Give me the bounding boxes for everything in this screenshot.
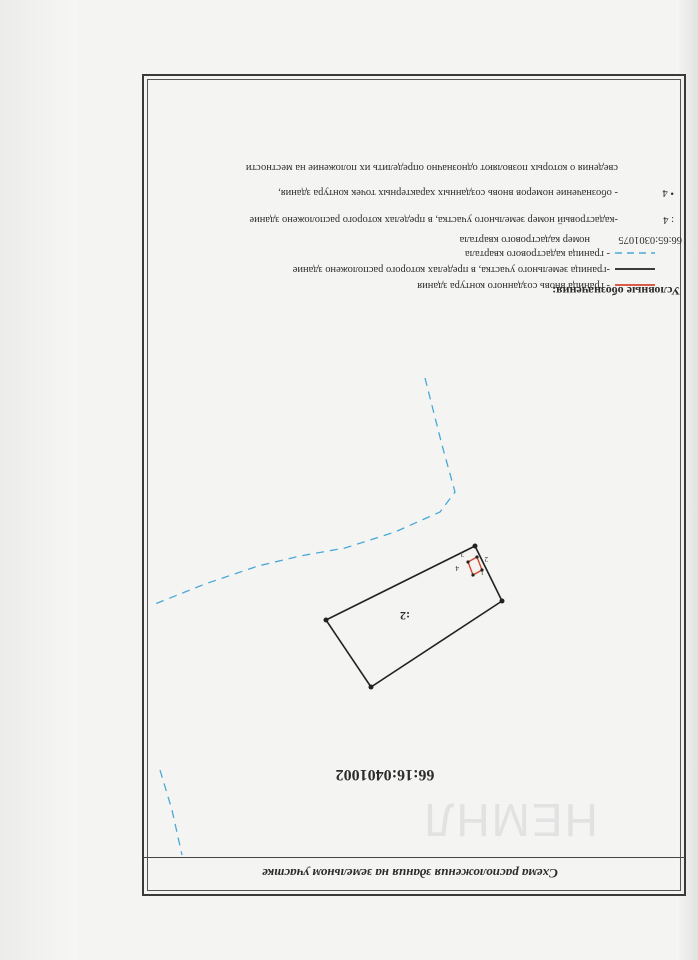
building-contour (468, 557, 482, 575)
legend-quarter-code: 66:65:0301075 (618, 234, 682, 245)
watermark: НЕМНЛ (422, 794, 598, 846)
quarter-boundary-upper (155, 378, 455, 604)
legend-item-building: - граница вновь созданного контура здания (417, 280, 610, 291)
point-label: 3 (460, 550, 464, 558)
point-label: 2 (484, 555, 488, 563)
parcel-vertex (473, 544, 478, 549)
building-point (466, 560, 469, 563)
point-label: 1 (480, 568, 484, 576)
building-point (471, 573, 474, 576)
quarter-boundary-lower (160, 770, 182, 855)
parcel-vertex (369, 685, 374, 690)
legend-heading: Условные обозначения: (552, 284, 680, 298)
legend-point-code: • 4 (662, 187, 674, 198)
legend-item-parcel: -граница земельного участка, в пределах которого расположено здание (292, 264, 610, 275)
point-label: 4 (455, 564, 459, 572)
legend-item-quarter-number: номер кадастрового квартала (459, 234, 590, 245)
legend-item-point-note: сведения о которых позволяют однозначно определить их положение на местности (245, 162, 618, 173)
document-title: Схема расположения здания на земельном участке (262, 866, 558, 881)
parcel-vertex (500, 599, 505, 604)
legend-item-quarter-boundary: - граница кадастрового квартала (464, 248, 610, 259)
legend-item-parcel-number: -кадастровый номер земельного участка, в пределах которого расположено здание (249, 214, 618, 225)
cadastral-quarter-number: 66:16:0401002 (335, 766, 435, 783)
parcel-vertex (324, 618, 329, 623)
building-point (475, 555, 478, 558)
parcel-label: :2 (400, 609, 410, 623)
legend-item-point-number: - обозначение номеров вновь созданных характерных точек контура здания, (278, 187, 618, 198)
legend-parcel-code: : 4 (663, 214, 674, 225)
